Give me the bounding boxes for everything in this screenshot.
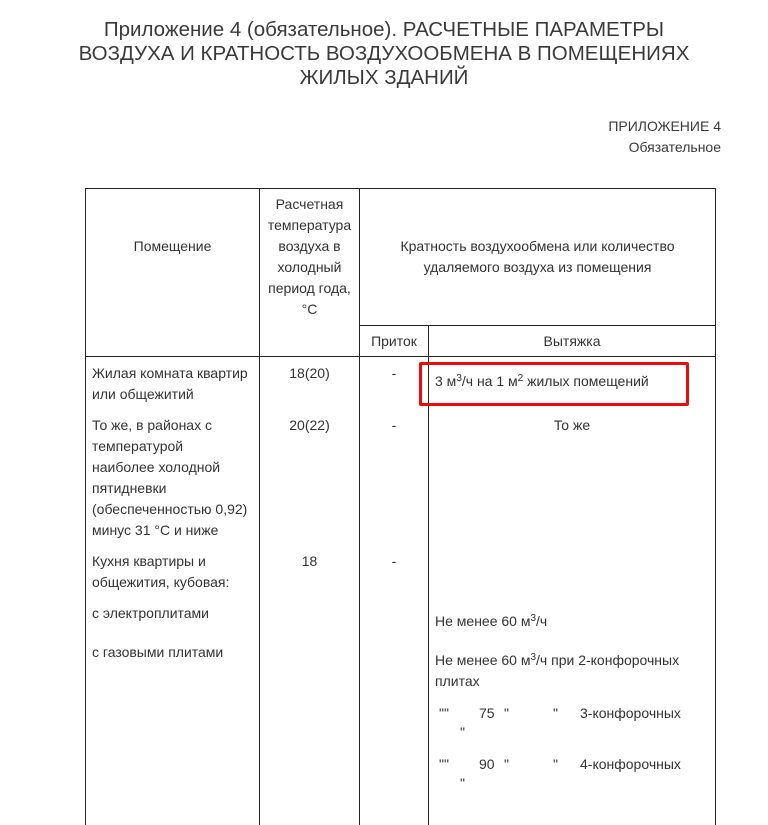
exhaust-text: Не менее 60 м [435,613,531,629]
ditto-mark: " [460,724,465,740]
subrow-gas-room: с газовыми плитами [92,644,224,660]
header-temp-line: °С [301,301,318,317]
ditto-mark: " [504,756,509,772]
row3-inflow: - [391,553,397,569]
header-inflow: Приток [371,333,417,349]
row3-room-line: общежития, кубовая: [92,574,230,590]
row1-room-line: или общежитий [92,386,194,402]
row2-room-line: То же, в районах с [92,417,212,433]
row2-room [92,415,258,541]
table-left-border [85,188,86,825]
header-temp-line: температура [267,217,352,233]
page-title [0,18,768,90]
ditto-mark: "" [439,705,449,721]
gas-exhaust-line: плитах [435,673,480,689]
highlight-box [419,362,689,406]
column-divider-2 [359,188,360,825]
row2-room-line: температурой [92,438,184,454]
title-line-2: ВОЗДУХА И КРАТНОСТЬ ВОЗДУХООБМЕНА В ПОМЕЩЕНИЯХ [78,42,690,65]
exhaust-sup: 2 [517,373,524,384]
ditto-number: 75 [479,705,495,721]
title-line-3: ЖИЛЫХ ЗДАНИЙ [299,66,469,89]
row2-inflow: - [391,417,397,433]
subrow-gas-exhaust [435,650,710,692]
ditto-mark: " [504,705,509,721]
row3-room [92,551,258,593]
exhaust-text: /ч [536,613,548,629]
row2-temperature: 20(22) [289,417,330,433]
header-temp-line: воздуха в [278,238,341,254]
exhaust-sup: 3 [530,652,537,663]
header-exhaust: Вытяжка [543,333,601,349]
header-temperature [260,194,359,320]
header-air-exchange [360,236,715,278]
title-line-1: Приложение 4 (обязательное). РАСЧЕТНЫЕ ПАРАМЕТРЫ [103,18,665,41]
row2-exhaust: То же [553,417,591,433]
exhaust-text: Не менее 60 м [435,652,531,668]
gas-exhaust-line [435,650,710,671]
row1-room [92,363,258,405]
appendix-status: Обязательное [628,139,721,155]
header-temp-line: период года, [268,280,351,296]
ditto-label: 3-конфорочных [580,705,681,721]
row2-room-line: пятидневки [92,480,167,496]
exhaust-text: /ч на 1 м [461,373,518,389]
row1-temperature: 18(20) [289,365,330,381]
header-room: Помещение [133,238,212,254]
row3-room-line: Кухня квартиры и [92,553,206,569]
exhaust-sup: 3 [456,373,462,384]
ditto-label: 4-конфорочных [580,756,681,772]
exhaust-text: /ч при 2-конфорочных [536,652,680,668]
row2-room-line: (обеспеченностью 0,92) [92,501,248,517]
table-top-border [85,188,716,189]
row1-room-line: Жилая комната квартир [92,365,248,381]
appendix-number: ПРИЛОЖЕНИЕ 4 [608,118,721,134]
header-temp-line: Расчетная [275,196,344,212]
header-exchange-line: Кратность воздухообмена или количество [400,238,675,254]
ditto-number: 90 [479,756,495,772]
ditto-mark: " [460,775,465,791]
header-bottom-border [85,356,716,357]
subheader-border [359,325,716,326]
appendix-label [608,116,721,158]
ditto-mark: " [553,705,558,721]
header-temp-line: холодный [277,259,342,275]
row2-room-line: минус 31 °С и ниже [92,522,219,538]
exhaust-text: 3 м [435,373,457,389]
row1-inflow: - [391,365,397,381]
row3-temperature: 18 [301,553,318,569]
row2-room-line: наиболее холодной [92,459,221,475]
ditto-mark: "" [439,756,449,772]
subrow-electric-room: с электроплитами [92,605,210,621]
table-right-border [715,188,716,825]
ditto-mark: " [553,756,558,772]
subrow-electric-exhaust [435,611,547,632]
exhaust-text: жилых помещений [523,373,649,389]
header-exchange-line: удаляемого воздуха из помещения [423,259,652,275]
exhaust-sup: 3 [530,613,537,624]
